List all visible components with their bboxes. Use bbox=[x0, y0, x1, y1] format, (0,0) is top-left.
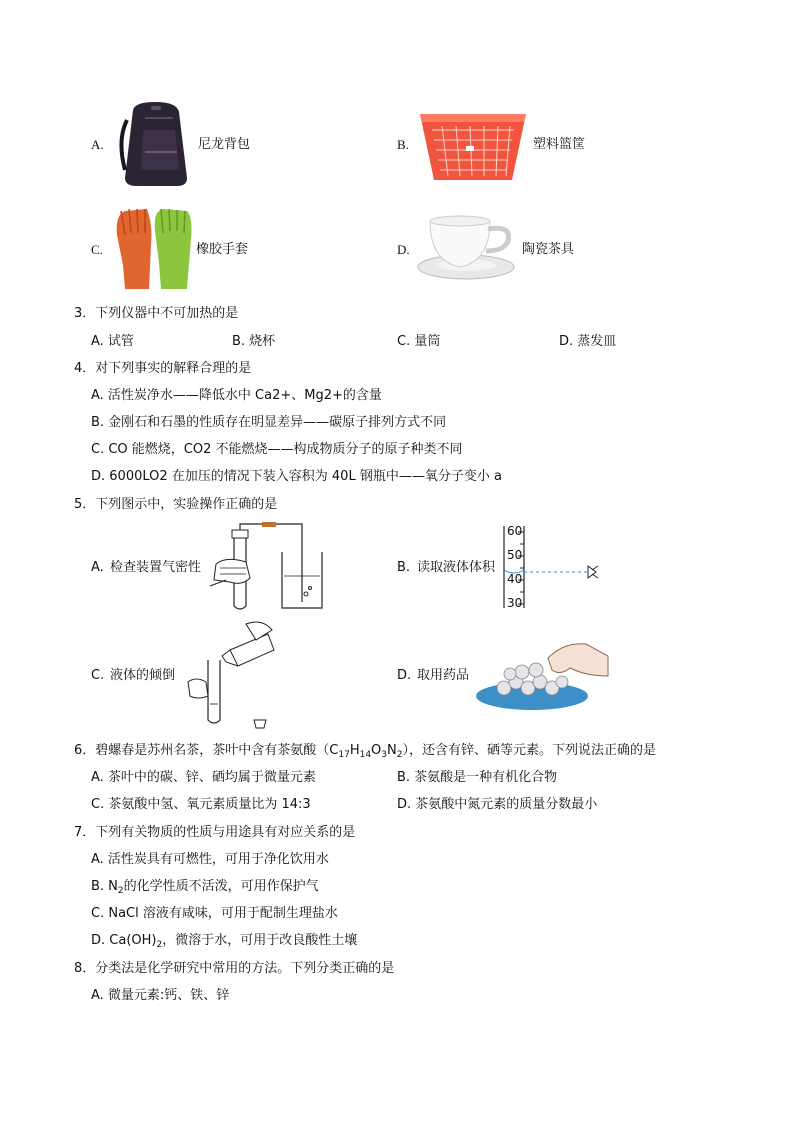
option-label: 橡胶手套 bbox=[196, 242, 249, 257]
option-c: C. 量筒 bbox=[397, 334, 441, 349]
scale-tick-30: 30 bbox=[507, 596, 523, 610]
option-b: B. 茶氨酸是一种有机化合物 bbox=[397, 770, 558, 785]
scale-tick-60: 60 bbox=[507, 524, 523, 538]
question-stem: 5．下列图示中，实验操作正确的是 bbox=[74, 497, 278, 512]
question-stem: 8．分类法是化学研究中常用的方法。下列分类正确的是 bbox=[74, 961, 395, 976]
option-b: B. 金刚石和石墨的性质存在明显差异——碳原子排列方式不同 bbox=[91, 415, 447, 430]
option-d: D. 6000LO2 在加压的情况下装入容积为 40L 钢瓶中——氧分子变小 a bbox=[91, 469, 502, 484]
option-label: 尼龙背包 bbox=[198, 137, 251, 152]
option-a: A. 微量元素:钙、铁、锌 bbox=[91, 988, 230, 1003]
scale-tick-40: 40 bbox=[507, 572, 523, 586]
option-d-label: D. bbox=[397, 668, 412, 683]
option-label: 塑料篮筐 bbox=[533, 137, 586, 152]
option-letter: B. bbox=[397, 137, 409, 152]
option-c: C. 茶氨酸中氢、氧元素质量比为 14:3 bbox=[91, 797, 311, 812]
option-d: D. 蒸发皿 bbox=[559, 334, 617, 349]
option-letter: D. bbox=[397, 242, 410, 257]
scale-tick-50: 50 bbox=[507, 548, 523, 562]
plastic-basket-image bbox=[418, 108, 530, 188]
option-b: B. 烧杯 bbox=[232, 334, 276, 349]
option-letter: A. bbox=[91, 137, 104, 152]
option-b: B. $N_2$的化学性质不活泼，可用作保护气 bbox=[91, 879, 319, 896]
airtightness-check-diagram bbox=[206, 522, 324, 612]
ceramic-teacup-image bbox=[416, 215, 520, 287]
option-a: A. 试管 bbox=[91, 334, 134, 349]
option-label: 陶瓷茶具 bbox=[522, 242, 575, 257]
question-stem: 3．下列仪器中不可加热的是 bbox=[74, 306, 239, 321]
option-b-text: 读取液体体积 bbox=[417, 560, 496, 575]
question-stem: 7．下列有关物质的性质与用途具有对应关系的是 bbox=[74, 825, 356, 840]
option-a: A. 茶叶中的碳、锌、硒均属于微量元素 bbox=[91, 770, 316, 785]
option-c-label: C. bbox=[91, 668, 105, 683]
option-a: A. 活性炭净水——降低水中 Ca2+、Mg2+的含量 bbox=[91, 388, 382, 403]
nylon-backpack-image bbox=[115, 100, 195, 186]
option-a-label: A. bbox=[91, 560, 104, 575]
option-d-text: 取用药品 bbox=[417, 668, 470, 683]
option-letter: C. bbox=[91, 242, 103, 257]
pouring-liquid-diagram bbox=[186, 620, 278, 730]
option-a-text: 检查装置气密性 bbox=[110, 560, 202, 575]
option-d: D. $Ca(OH)_2$，微溶于水，可用于改良酸性土壤 bbox=[91, 933, 358, 950]
rubber-gloves-image bbox=[113, 205, 195, 291]
question-stem: 6．碧螺春是苏州名茶，茶叶中含有茶氨酸$(C_{17}H_{14}O_3N_2)$，还含有锌、硒等元素。下列说法正确的是 bbox=[74, 743, 656, 760]
taking-reagent-diagram bbox=[474, 636, 610, 714]
question-stem: 4．对下列事实的解释合理的是 bbox=[74, 361, 252, 376]
option-c-text: 液体的倾倒 bbox=[110, 668, 176, 683]
option-b-label: B. bbox=[397, 560, 411, 575]
option-a: A. 活性炭具有可燃性，可用于净化饮用水 bbox=[91, 852, 329, 867]
option-c: C. CO 能燃烧，CO2 不能燃烧——构成物质分子的原子种类不同 bbox=[91, 442, 463, 457]
option-c: C. NaCl 溶液有咸味，可用于配制生理盐水 bbox=[91, 906, 338, 921]
option-d: D. 茶氨酸中氮元素的质量分数最小 bbox=[397, 797, 598, 812]
